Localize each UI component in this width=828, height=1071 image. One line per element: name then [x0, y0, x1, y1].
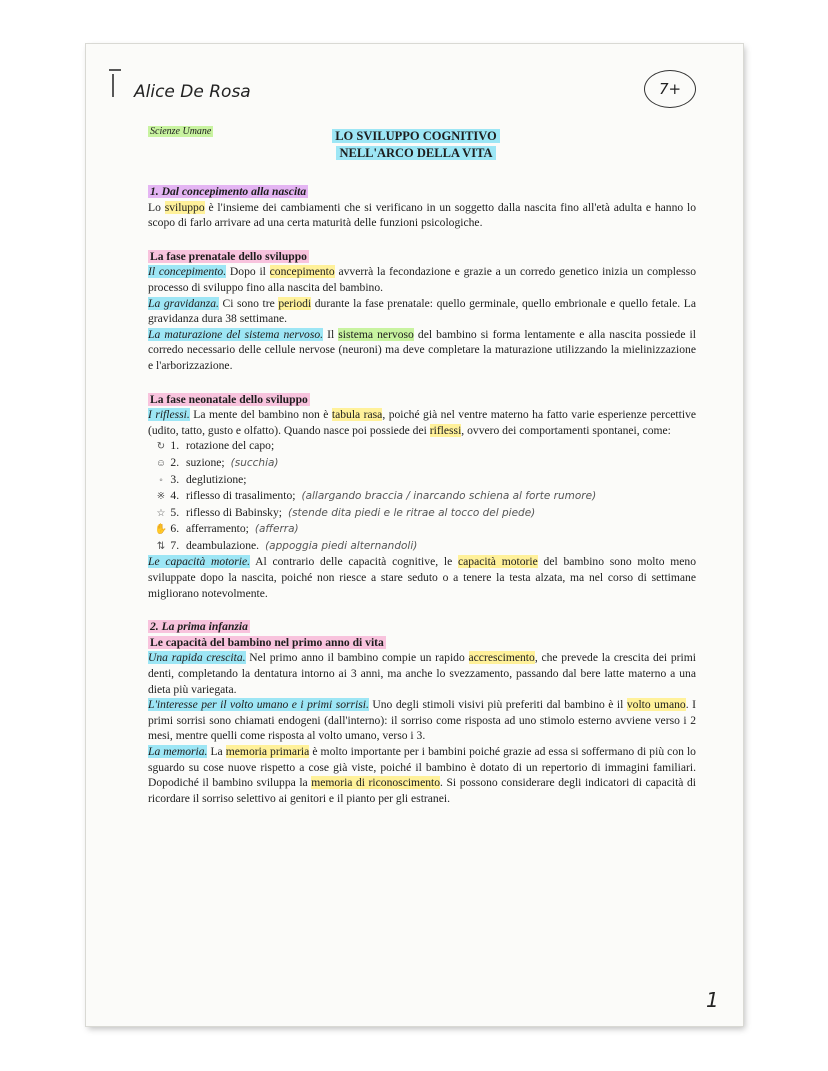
startle-icon: 4. ※	[156, 491, 166, 503]
section-heading: 1. Dal concepimento alla nascita	[150, 185, 307, 198]
paragraph: La maturazione del sistema nervoso. Il sistema nervoso del bambino si forma lentamente e alla nascita possiede il corredo necessario delle cellule nervose (neuroni) ma deve completare la maturazione utilizzando la mielinizzazione e l'arborizzazione.	[148, 327, 696, 372]
paragraph: Il concepimento. Dopo il concepimento avverrà la fecondazione e grazie a un corredo genetico inizia un complesso processo di sviluppo fino alla nascita del bambino.	[148, 265, 696, 294]
section-subheading: Le capacità del bambino nel primo anno di vita	[150, 635, 384, 649]
list-item: 5. ☆ riflesso di Babinsky; (stende dita piedi e le ritrae al tocco del piede)	[182, 505, 696, 522]
section-early-childhood	[148, 619, 696, 806]
list-item: 4. ※ riflesso di trasalimento; (allargando braccia / inarcando schiena al forte rumore)	[182, 488, 696, 505]
page-title	[316, 128, 516, 162]
star-icon: 5. ☆	[156, 507, 166, 519]
reflex-list	[148, 438, 696, 554]
page-number: 1	[706, 988, 719, 1012]
handwritten-mark-icon	[108, 68, 122, 98]
list-item: 7. ⇅ deambulazione. (appoggia piedi alternandoli)	[182, 538, 696, 555]
hand-icon: 6. ✋	[154, 524, 168, 536]
paragraph: Una rapida crescita. Nel primo anno il bambino compie un rapido accrescimento, che prevede la crescita dei primi denti, completando la dentatura intorno ai 3 anni, ma anche lo svezzamento, passando dal bere latte materno a una dieta più variegata.	[148, 651, 696, 696]
author-name: Alice De Rosa	[134, 82, 251, 102]
section-heading: La fase neonatale dello sviluppo	[150, 392, 308, 406]
subject-label: Scienze Umane	[150, 126, 212, 137]
section-conception	[148, 184, 696, 231]
paragraph: La gravidanza. Ci sono tre periodi durante la fase prenatale: quello germinale, quello embrionale e quello fetale. La gravidanza dura 38 settimane.	[148, 296, 696, 326]
paragraph: Le capacità motorie. Al contrario delle capacità cognitive, le capacità motorie del bambino sono molto meno sviluppate dopo la nascita, poiché non riesce a stare seduto o a tenere la testa alzata, ma nel corso di settimane migliorano notevolmente.	[148, 555, 696, 600]
section-heading: La fase prenatale dello sviluppo	[150, 249, 307, 263]
document-body	[148, 184, 696, 806]
list-item: 1. ↻ rotazione del capo;	[182, 438, 696, 455]
section-heading: 2. La prima infanzia	[150, 620, 248, 634]
face-icon: 2. ☺	[155, 457, 167, 469]
rotate-head-icon: 1. ↻	[156, 441, 166, 453]
paragraph: I riflessi. La mente del bambino non è tabula rasa, poiché già nel ventre materno ha fatto varie esperienze percettive (udito, tatto, gusto e olfatto). Quando nasce poi possiede dei riflessi, ovvero dei comportamenti spontanei, come:	[148, 408, 697, 437]
section-prenatal	[148, 249, 696, 374]
paragraph: La memoria. La memoria primaria è molto importante per i bambini poiché grazie ad essa si soffermano di più con lo sguardo su cose nuove rispetto a cose già viste, poiché il bambino è dotato di un repertorio di immagini familiari. Dopodiché il bambino sviluppa la memoria di riconoscimento. Si possono considerare degli indicatori di capacità di ricordare il sorriso selettivo ai genitori e il pianto per gli estranei.	[148, 745, 697, 805]
title-line-2: NELL'ARCO DELLA VITA	[336, 146, 495, 160]
list-item: 2. ☺ suzione; (succhia)	[182, 455, 696, 472]
paragraph: Lo sviluppo è l'insieme dei cambiamenti che si verificano in un soggetto dalla nascita fino all'età adulta e hanno lo scopo di farlo arrivare ad una certa maturità delle funzioni psicologiche.	[148, 200, 696, 230]
document-page	[86, 44, 743, 1026]
section-neonatal	[148, 392, 696, 602]
list-item: 3. ◦ deglutizione;	[182, 472, 696, 489]
drop-icon: 3. ◦	[159, 474, 163, 486]
title-line-1: LO SVILUPPO COGNITIVO	[332, 129, 500, 143]
list-item: 6. ✋ afferramento; (afferra)	[182, 521, 696, 538]
arrows-icon: 7. ⇅	[156, 540, 166, 552]
grade-circle: 7+	[644, 70, 696, 108]
paragraph: L'interesse per il volto umano e i primi sorrisi. Uno degli stimoli visivi più preferiti dal bambino è il volto umano. I primi sorrisi sono chiamati endogeni (dall'interno): il sorriso come risposta ad uno stimolo esterno avviene verso i 2 mesi, mentre quelli come risposta al volto umano, verso i 3.	[148, 698, 696, 743]
